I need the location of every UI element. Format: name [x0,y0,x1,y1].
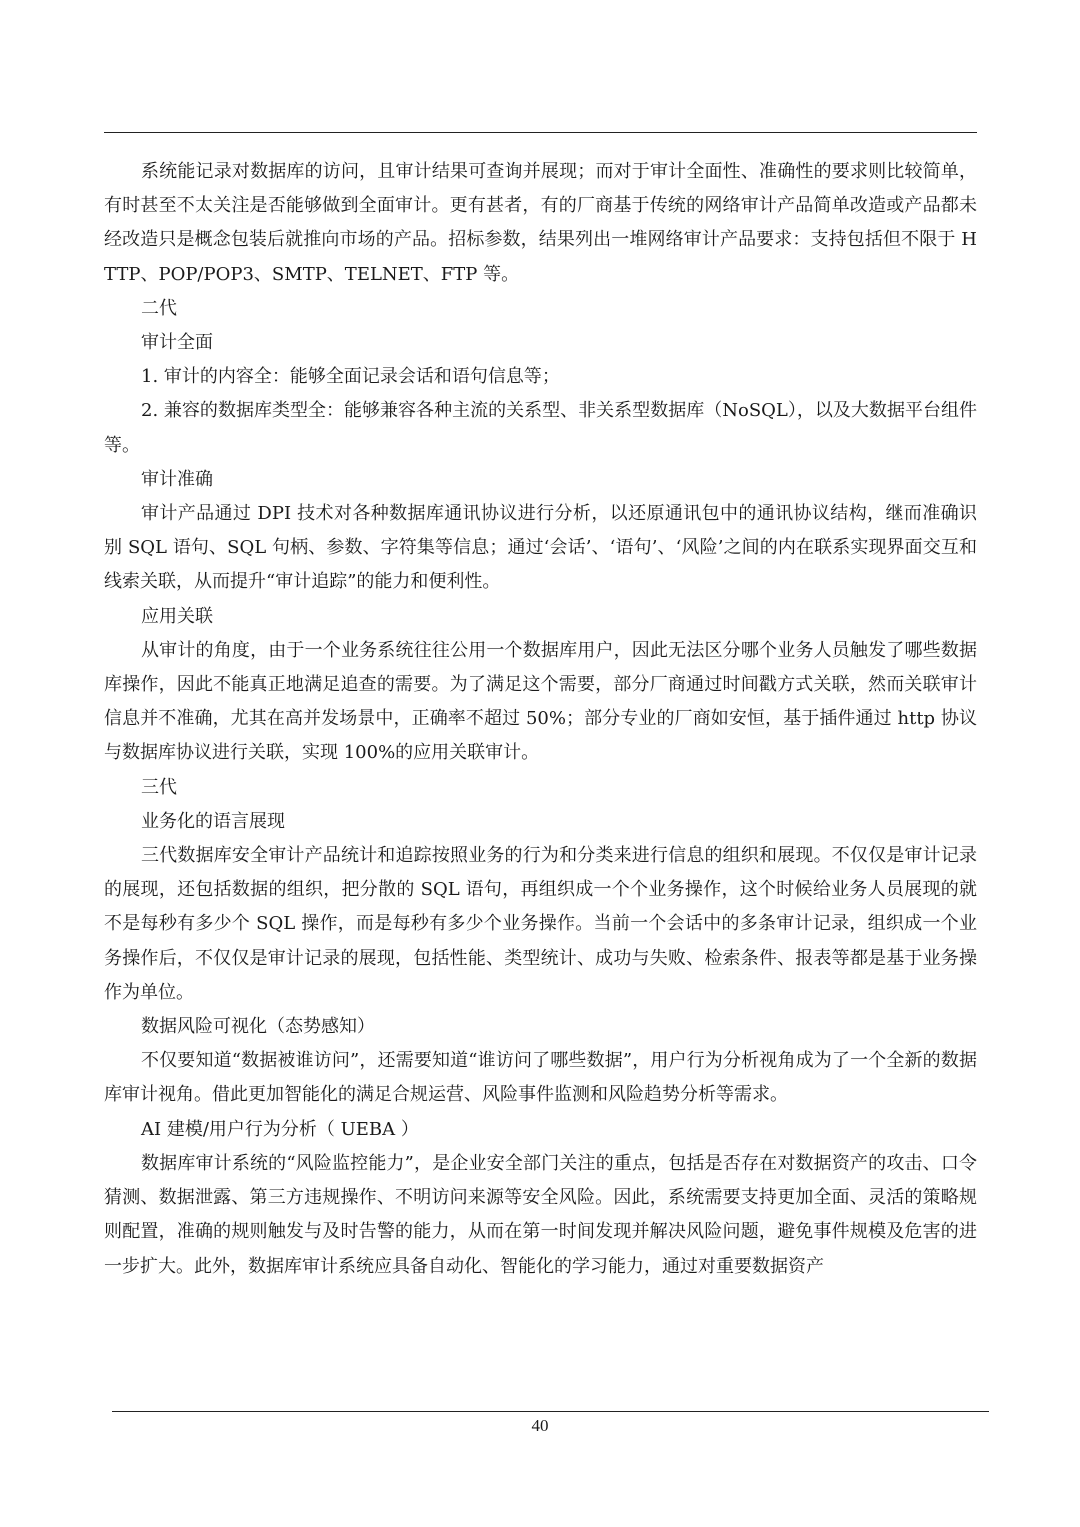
footer-rule [112,1411,989,1412]
heading-third-generation: 三代 [141,776,177,798]
paragraph-risk-visualization: 不仅要知道“数据被谁访问”，还需要知道“谁访问了哪些数据”，用户行为分析视角成为了一个全新的数据库审计视角。借此更加智能化的满足合规运营、风险事件监测和风险趋势分析等需求。 [104,1050,977,1106]
paragraph-accurate-audit: 审计产品通过 DPI 技术对各种数据库通讯协议进行分析，以还原通讯包中的通讯协议结构，继而准确识别 SQL 语句、SQL 句柄、参数、字符集等信息；通过‘会话’、‘语句’、‘风险’之间的内在联系实现界面交互和线索关联，从而提升“审计追踪”的能力和便利性。 [104,503,977,593]
page-number: 40 [531,1416,549,1435]
subheading-app-association: 应用关联 [141,605,213,627]
subheading-ueba: AI 建模/用户行为分析（ UEBA ） [141,1118,419,1140]
list-item-2: 2. 兼容的数据库类型全：能够兼容各种主流的关系型、非关系型数据库（NoSQL），以及大数据平台组件等。 [104,400,977,456]
header-rule [104,132,977,133]
subheading-accurate-audit: 审计准确 [141,468,213,490]
subheading-risk-visualization: 数据风险可视化（态势感知） [141,1016,375,1038]
paragraph-app-association: 从审计的角度，由于一个业务系统往往公用一个数据库用户，因此无法区分哪个业务人员触发了哪些数据库操作，因此不能真正地满足追查的需要。为了满足这个需要，部分厂商通过时间戳方式关联，然而关联审计信息并不准确，尤其在高并发场景中，正确率不超过 50%；部分专业的厂商如安恒，基于插件通过 http 协议与数据库协议进行关联，实现 100%的应用关联审计。 [104,639,977,764]
list-item-1: 1. 审计的内容全：能够全面记录会话和语句信息等； [141,366,560,388]
heading-second-generation: 二代 [141,297,177,319]
subheading-full-audit: 审计全面 [141,332,213,354]
document-body [104,155,977,1284]
subheading-business-language: 业务化的语言展现 [141,810,285,832]
paragraph-business-language: 三代数据库安全审计产品统计和追踪按照业务的行为和分类来进行信息的组织和展现。不仅仅是审计记录的展现，还包括数据的组织，把分散的 SQL 语句，再组织成一个个业务操作，这个时候给业务人员展现的就不是每秒有多少个 SQL 操作，而是每秒有多少个业务操作。当前一个会话中的多条审计记录，组织成一个业务操作后，不仅仅是审计记录的展现，包括性能、类型统计、成功与失败、检索条件、报表等都是基于业务操作为单位。 [104,845,977,1003]
paragraph-ueba: 数据库审计系统的“风险监控能力”，是企业安全部门关注的重点，包括是否存在对数据资产的攻击、口令猜测、数据泄露、第三方违规操作、不明访问来源等安全风险。因此，系统需要支持更加全面、灵活的策略规则配置，准确的规则触发与及时告警的能力，从而在第一时间发现并解决风险问题，避免事件规模及危害的进一步扩大。此外，数据库审计系统应具备自动化、智能化的学习能力，通过对重要数据资产 [104,1152,977,1277]
paragraph-intro-continued: 系统能记录对数据库的访问，且审计结果可查询并展现；而对于审计全面性、准确性的要求则比较简单，有时甚至不太关注是否能够做到全面审计。更有甚者，有的厂商基于传统的网络审计产品简单改造或产品都未经改造只是概念包装后就推向市场的产品。招标参数，结果列出一堆网络审计产品要求：支持包括但不限于 HTTP、POP/POP3、SMTP、TELNET、FTP 等。 [104,161,977,285]
